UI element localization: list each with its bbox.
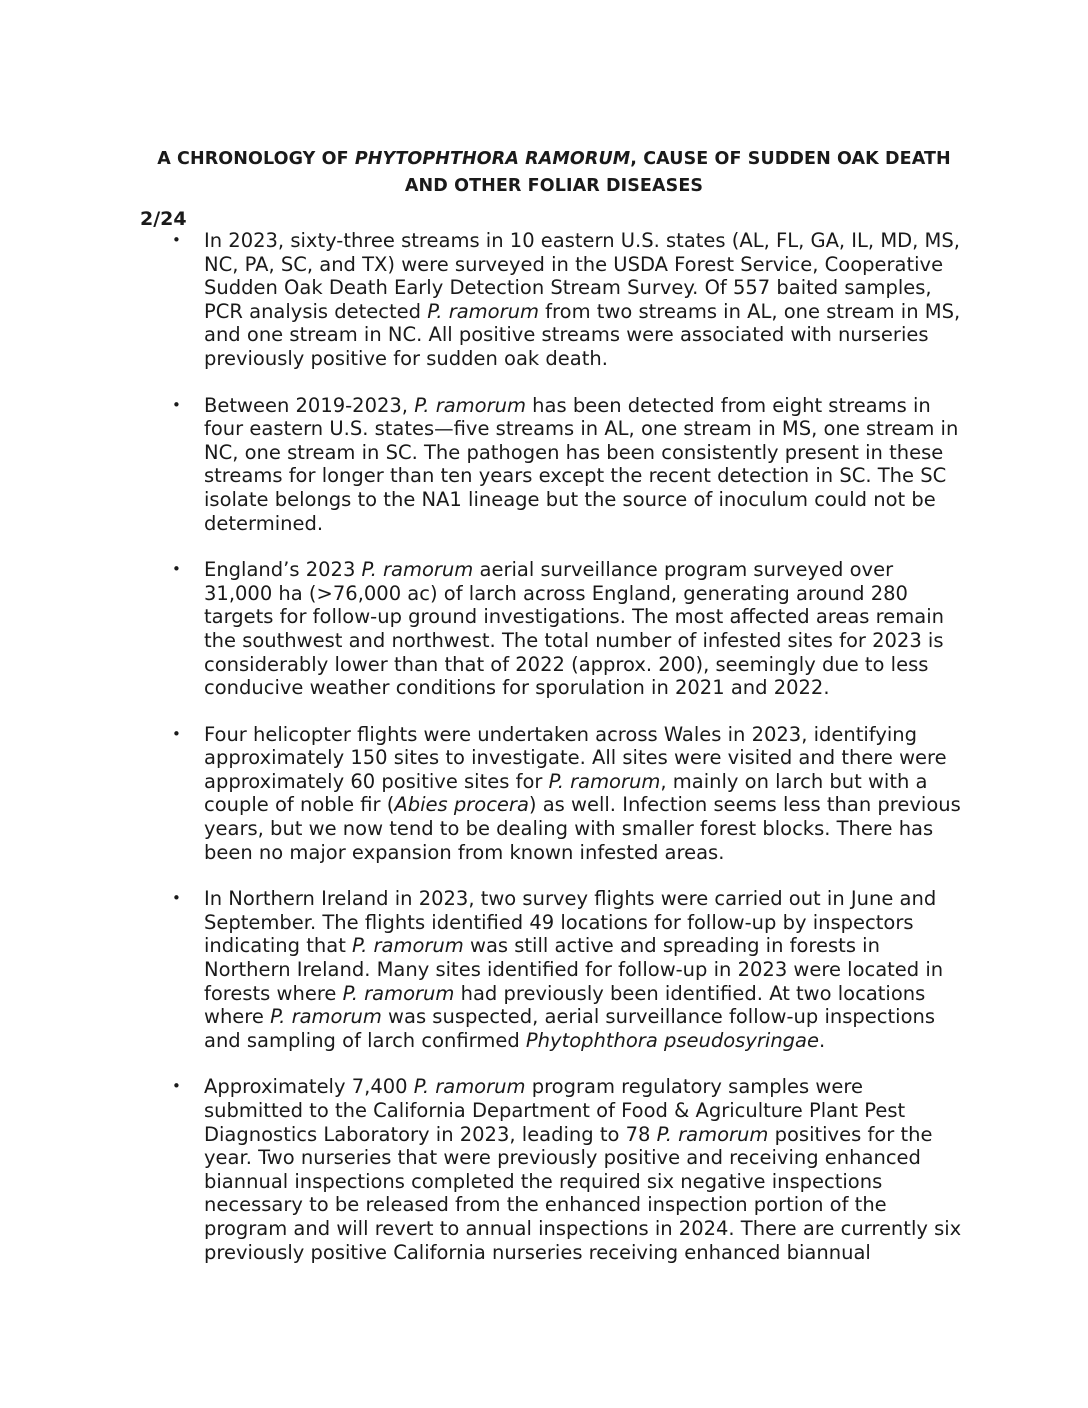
list-item: [0, 1075, 1088, 1264]
text-run: was suspected, aerial surveillance follow-up inspections and sampling of larch confirmed: [204, 1005, 936, 1052]
text-run: .: [819, 1028, 826, 1052]
text-run: aerial surveillance program surveyed over 31,000 ha (>76,000 ac) of larch across England, generating around 280 targets for follow-up ground investigations. The most affected areas remain the southwest and northwest. The total number of infested sites for 2023 is considerably lower than that of 2022 (approx. 200), seemingly due to less conducive weather conditions for sporulation in 2021 and 2022.: [204, 558, 944, 700]
date-heading: 2/24: [140, 208, 187, 230]
text-run: program regulatory samples were submitted to the California Department of Food & Agriculture Plant Pest Diagnostics Laboratory in 2023, leading to 78: [204, 1075, 906, 1146]
italic-text: P. ramorum: [413, 1075, 526, 1099]
bullet-text: [204, 723, 962, 865]
text-run: , CAUSE OF SUDDEN OAK DEATH AND OTHER FOLIAR DISEASES: [404, 148, 951, 196]
list-item: [0, 558, 1088, 700]
text-run: Between 2019-2023,: [204, 393, 415, 417]
text-run: A CHRONOLOGY OF: [157, 148, 355, 169]
list-item: [0, 723, 1088, 865]
list-item: [0, 887, 1088, 1052]
bullet-text: [204, 1075, 962, 1264]
bullet-icon: •: [172, 724, 181, 743]
italic-text: P. ramorum: [270, 1005, 382, 1029]
italic-text: Phytophthora pseudosyringae: [525, 1028, 819, 1052]
italic-text: P. ramorum: [414, 393, 526, 417]
italic-text: P. ramorum: [361, 558, 474, 582]
italic-text: PHYTOPHTHORA RAMORUM: [354, 148, 631, 169]
italic-text: P. ramorum: [656, 1122, 769, 1146]
text-run: Four helicopter flights were undertaken across Wales in 2023, identifying approximately 150 sites to investigate. All sites were visited and there were approximately 60 positive sites for: [204, 722, 947, 793]
italic-text: P. ramorum: [427, 299, 539, 323]
list-item: [0, 229, 1088, 371]
page-title: [140, 146, 968, 200]
bullet-icon: •: [172, 560, 181, 579]
bullet-icon: •: [172, 395, 181, 414]
list-item: [0, 394, 1088, 536]
text-run: from two streams in AL, one stream in MS, and one stream in NC. All positive streams were associated with nurseries previously positive for sudden oak death.: [204, 299, 961, 370]
text-run: Approximately 7,400: [204, 1075, 414, 1099]
text-run: was still active and spreading in forests in Northern Ireland. Many sites identified for follow-up in 2023 were located in forests where: [204, 934, 944, 1005]
text-run: In Northern Ireland in 2023, two survey flights were carried out in June and September. The flights identified 49 locations for follow-up by inspectors indicating that: [204, 887, 937, 958]
text-run: has been detected from eight streams in four eastern U.S. states—five streams in AL, one stream in MS, one stream in NC, one stream in SC. The pathogen has been consistently present in these streams for longer than ten years except the recent detection in SC. The SC isolate belongs to the NA1 lineage but the source of inoculum could not be determined.: [204, 393, 959, 535]
bullet-text: [204, 394, 962, 536]
bullet-text: [204, 229, 962, 371]
bullet-list: [0, 229, 1088, 1287]
bullet-icon: •: [172, 231, 181, 249]
text-run: positives for the year. Two nurseries that were previously positive and receiving enhanced biannual inspections completed the required six negative inspections necessary to be released from the enhanced inspection portion of the program and will revert to annual inspections in 2024. There are currently six previously positive California nurseries receiving enhanced biannual: [204, 1122, 962, 1264]
italic-text: Abies procera: [394, 793, 529, 817]
italic-text: P. ramorum: [352, 934, 464, 958]
bullet-icon: •: [172, 889, 181, 908]
text-run: ) as well. Infection seems less than previous years, but we now tend to be dealing with smaller forest blocks. There has been no major expansion from known infested areas.: [204, 793, 961, 864]
italic-text: P. ramorum: [548, 769, 661, 793]
bullet-icon: •: [172, 1077, 181, 1096]
bullet-text: [204, 887, 962, 1052]
text-run: had previously been identified. At two locations where: [204, 981, 926, 1029]
italic-text: P. ramorum: [342, 981, 455, 1005]
bullet-text: [204, 558, 962, 700]
text-run: , mainly on larch but with a couple of noble fir (: [204, 769, 928, 817]
text-run: In 2023, sixty-three streams in 10 eastern U.S. states (AL, FL, GA, IL, MD, MS, NC, PA, SC, and TX) were surveyed in the USDA Forest Service, Cooperative Sudden Oak Death Early Detection Stream Survey. Of 557 baited samples, PCR analysis detected: [204, 229, 960, 323]
text-run: England’s 2023: [204, 558, 362, 582]
